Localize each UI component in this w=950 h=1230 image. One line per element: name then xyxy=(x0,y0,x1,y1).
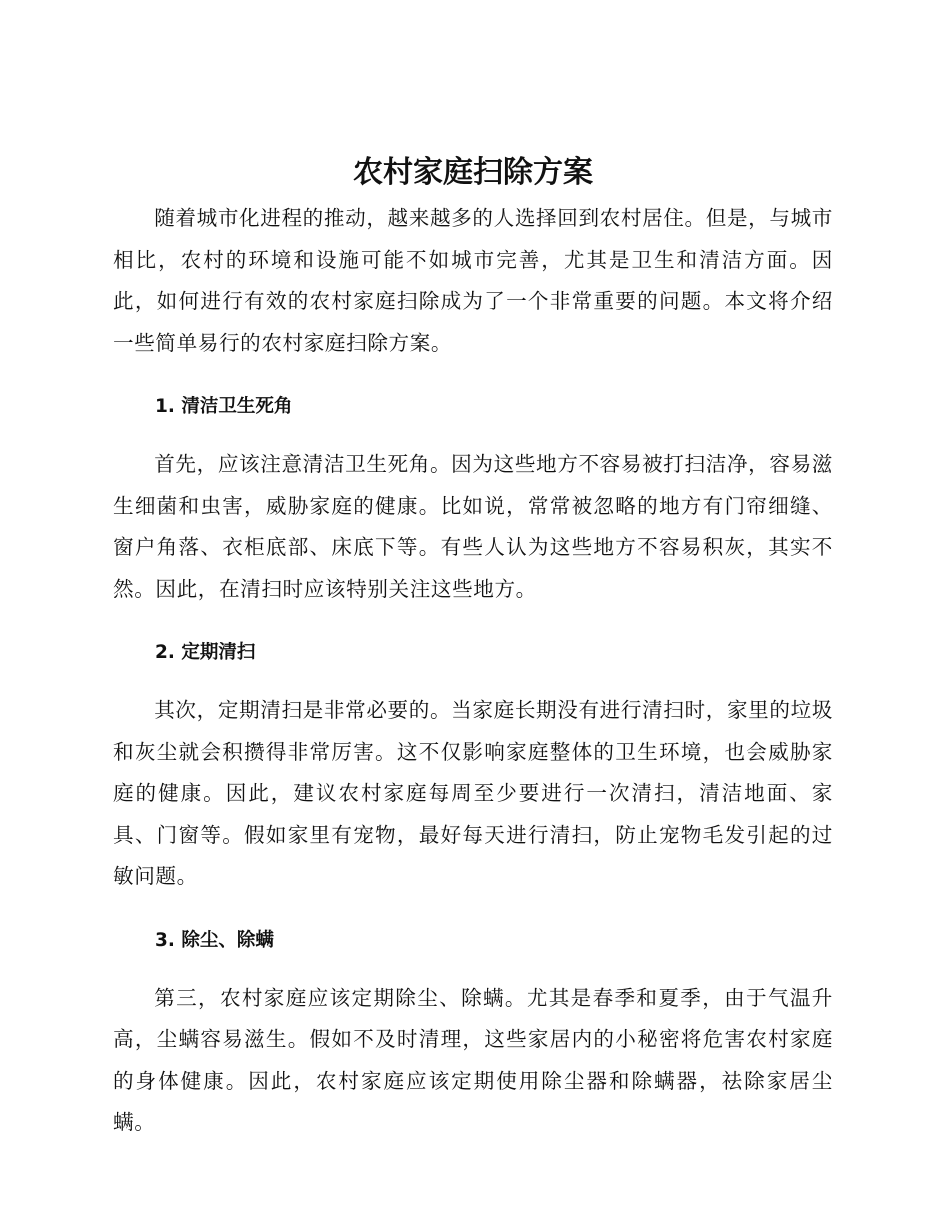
document-page xyxy=(113,148,833,1144)
document-title: 农村家庭扫除方案 xyxy=(353,155,593,190)
section-heading-2: 2. 定期清扫 xyxy=(155,642,256,663)
spacer xyxy=(113,422,833,444)
spacer xyxy=(113,956,833,978)
spacer xyxy=(113,364,833,392)
section-heading-1: 1. 清洁卫生死角 xyxy=(155,396,293,417)
spacer xyxy=(113,610,833,638)
intro-paragraph: 随着城市化进程的推动，越来越多的人选择回到农村居住。但是，与城市相比，农村的环境和设施可能不如城市完善，尤其是卫生和清洁方面。因此，如何进行有效的农村家庭扫除成为了一个非常重要的问题。本文将介绍一些简单易行的农村家庭扫除方案。 xyxy=(113,206,833,355)
spacer xyxy=(113,898,833,926)
section-heading-3: 3. 除尘、除螨 xyxy=(155,929,274,951)
section-body-1: 首先，应该注意清洁卫生死角。因为这些地方不容易被打扫洁净，容易滋生细菌和虫害，威胁家庭的健康。比如说，常常被忽略的地方有门帘细缝、窗户角落、衣柜底部、床底下等。有些人认为这些地方不容易积灰，其实不然。因此，在清扫时应该特别关注这些地方。 xyxy=(113,452,833,601)
spacer xyxy=(113,668,833,690)
section-body-3: 第三，农村家庭应该定期除尘、除螨。尤其是春季和夏季，由于气温升高，尘螨容易滋生。假如不及时清理，这些家居内的小秘密将危害农村家庭的身体健康。因此，农村家庭应该定期使用除尘器和除螨器，祛除家居尘螨。 xyxy=(113,985,833,1134)
section-body-2: 其次，定期清扫是非常必要的。当家庭长期没有进行清扫时，家里的垃圾和灰尘就会积攒得非常厉害。这不仅影响家庭整体的卫生环境，也会威胁家庭的健康。因此，建议农村家庭每周至少要进行一次清扫，清洁地面、家具、门窗等。假如家里有宠物，最好每天进行清扫，防止宠物毛发引起的过敏问题。 xyxy=(113,698,833,888)
